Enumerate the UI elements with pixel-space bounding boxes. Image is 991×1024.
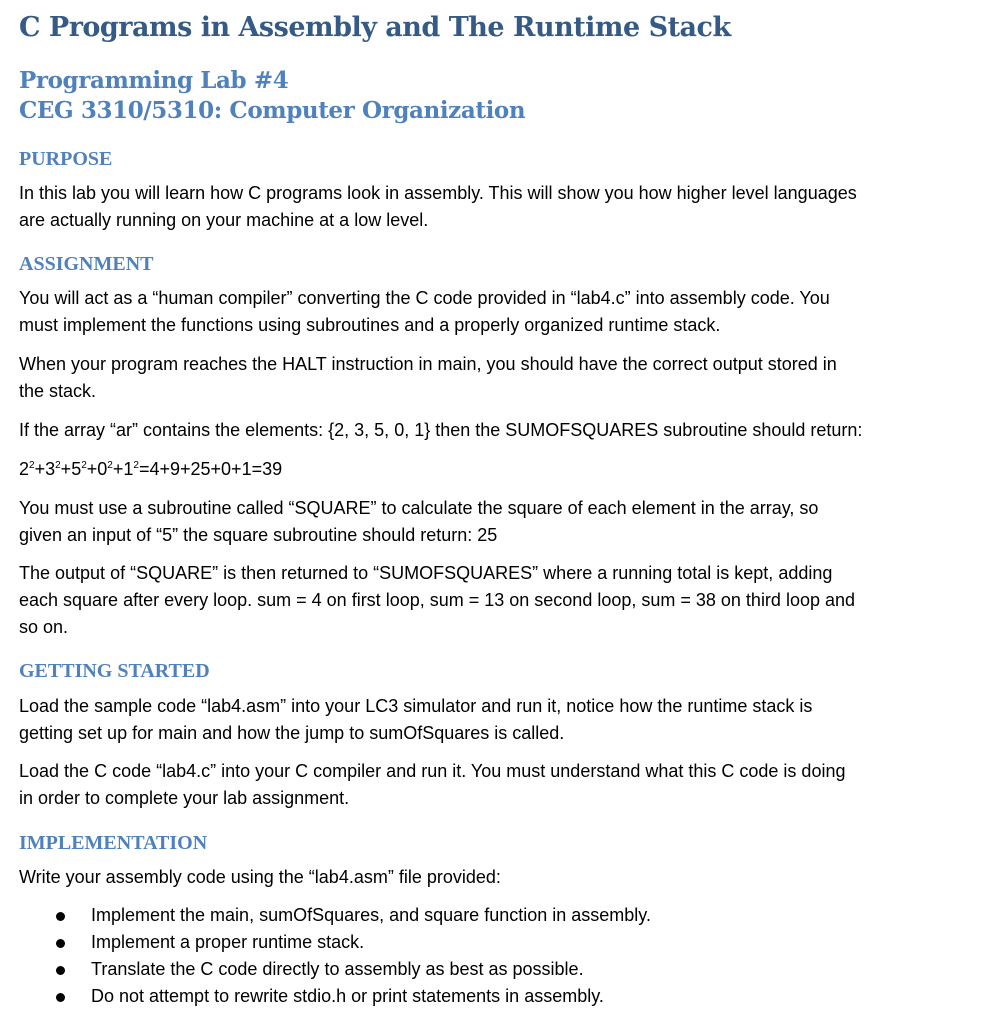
assignment-paragraph-2 xyxy=(19,351,969,405)
implementation-bullet-list xyxy=(19,902,969,1010)
term: 2 xyxy=(19,459,30,479)
list-item xyxy=(19,983,969,1010)
term: 0 xyxy=(97,459,108,479)
getting-started-line: Load the C code “lab4.c” into your C compiler and run it. You must understand what this C code is doing xyxy=(19,761,846,781)
assignment-line: given an input of “5” the square subroutine should return: 25 xyxy=(19,525,498,545)
assignment-paragraph-1 xyxy=(19,285,969,339)
purpose-heading: PURPOSE xyxy=(19,148,113,170)
assignment-line: The output of “SQUARE” is then returned to “SUMOFSQUARES” where a running total is kept, adding xyxy=(19,563,833,583)
assignment-paragraph-3 xyxy=(19,417,969,444)
assignment-paragraph-4 xyxy=(19,495,969,549)
plus-sign: + xyxy=(60,459,72,479)
term: 1 xyxy=(123,459,134,479)
document-title: C Programs in Assembly and The Runtime Stack xyxy=(19,12,731,43)
list-item xyxy=(19,929,969,956)
exponent: 2 xyxy=(55,460,61,471)
assignment-heading: ASSIGNMENT xyxy=(19,253,154,275)
purpose-line: In this lab you will learn how C programs look in assembly. This will show you how higher level languages xyxy=(19,183,857,203)
equation-result: =4+9+25+0+1=39 xyxy=(138,459,283,479)
implementation-intro xyxy=(19,864,969,891)
assignment-paragraph-5 xyxy=(19,560,969,641)
equation-line xyxy=(19,456,969,483)
assignment-line: so on. xyxy=(19,617,69,637)
lab-number-subtitle: Programming Lab #4 xyxy=(19,67,289,94)
getting-started-heading: GETTING STARTED xyxy=(19,660,210,682)
list-item xyxy=(19,956,969,983)
assignment-line: You will act as a “human compiler” converting the C code provided in “lab4.c” into assembly code. You xyxy=(19,288,830,308)
course-subtitle: CEG 3310/5310: Computer Organization xyxy=(19,97,526,124)
getting-started-paragraph-1 xyxy=(19,693,969,747)
getting-started-line: in order to complete your lab assignment. xyxy=(19,788,350,808)
assignment-line: must implement the functions using subroutines and a properly organized runtime stack. xyxy=(19,315,721,335)
term: 5 xyxy=(71,459,82,479)
implementation-intro-line: Write your assembly code using the “lab4.asm” file provided: xyxy=(19,867,501,887)
getting-started-paragraph-2 xyxy=(19,758,969,812)
list-item-text: Translate the C code directly to assembly as best as possible. xyxy=(91,959,584,979)
list-item-text: Do not attempt to rewrite stdio.h or print statements in assembly. xyxy=(91,986,604,1006)
term: 3 xyxy=(45,459,56,479)
sum-of-squares-equation xyxy=(19,456,969,483)
implementation-heading: IMPLEMENTATION xyxy=(19,832,208,854)
bullet-icon xyxy=(56,939,65,948)
bullet-icon xyxy=(56,912,65,921)
assignment-line: the stack. xyxy=(19,381,97,401)
plus-sign: + xyxy=(34,459,46,479)
bullet-icon xyxy=(56,993,65,1002)
assignment-line: When your program reaches the HALT instruction in main, you should have the correct output stored in xyxy=(19,354,837,374)
getting-started-line: getting set up for main and how the jump to sumOfSquares is called. xyxy=(19,723,565,743)
list-item-text: Implement a proper runtime stack. xyxy=(91,932,365,952)
exponent: 2 xyxy=(29,460,35,471)
exponent: 2 xyxy=(81,460,87,471)
assignment-line: each square after every loop. sum = 4 on first loop, sum = 13 on second loop, sum = 38 on third loop and xyxy=(19,590,856,610)
plus-sign: + xyxy=(86,459,98,479)
assignment-line: You must use a subroutine called “SQUARE” to calculate the square of each element in the array, so xyxy=(19,498,819,518)
purpose-paragraph xyxy=(19,180,969,234)
exponent: 2 xyxy=(107,460,113,471)
bullet-icon xyxy=(56,966,65,975)
getting-started-line: Load the sample code “lab4.asm” into your LC3 simulator and run it, notice how the runtime stack is xyxy=(19,696,813,716)
assignment-line: If the array “ar” contains the elements: {2, 3, 5, 0, 1} then the SUMOFSQUARES subroutine should return: xyxy=(19,420,863,440)
list-item-text: Implement the main, sumOfSquares, and square function in assembly. xyxy=(91,905,651,925)
purpose-line: are actually running on your machine at a low level. xyxy=(19,210,429,230)
list-item xyxy=(19,902,969,929)
plus-sign: + xyxy=(112,459,124,479)
exponent: 2 xyxy=(133,460,139,471)
